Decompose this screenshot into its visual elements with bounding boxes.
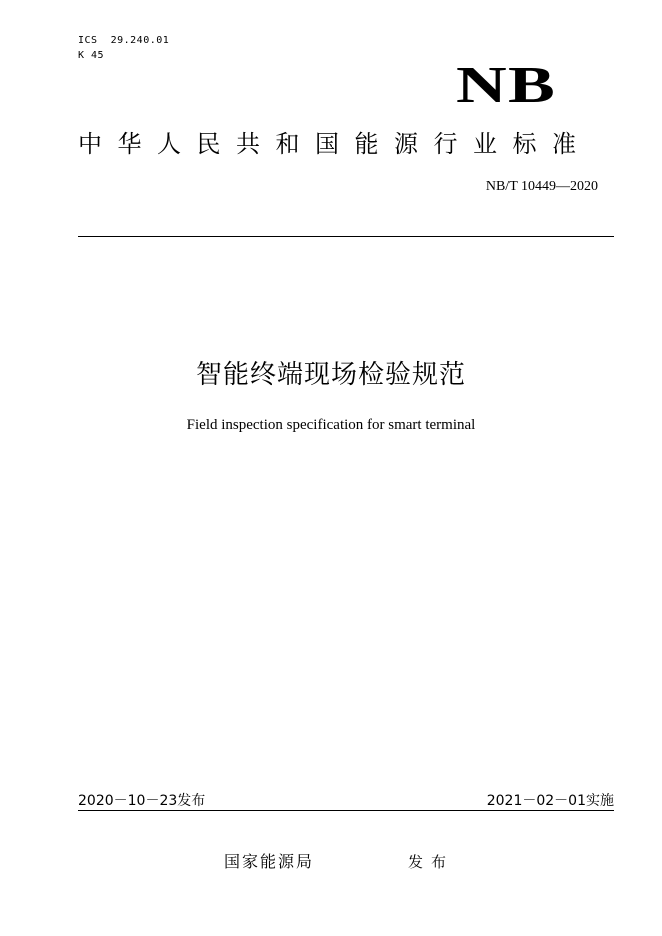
issue-date: 2020－10－23发布	[78, 793, 206, 809]
classification-codes	[78, 33, 169, 63]
ccs-code: K 45	[78, 50, 105, 61]
standard-number: NB/T 10449—2020	[485, 179, 598, 194]
standard-title: 中华人民共和国能源行业标准	[78, 130, 592, 158]
document-title-zh: 智能终端现场检验规范	[195, 360, 466, 390]
implementation-date: 2021－02－01实施	[486, 793, 614, 809]
document-title-en: Field inspection specification for smart terminal	[186, 417, 476, 433]
top-divider	[78, 236, 614, 237]
nb-logo: NB	[456, 57, 557, 114]
ics-code: ICS 29.240.01	[78, 35, 170, 46]
issuer-name: 国家能源局	[224, 852, 315, 871]
bottom-divider	[78, 810, 614, 811]
issuer-action: 发布	[408, 853, 455, 871]
